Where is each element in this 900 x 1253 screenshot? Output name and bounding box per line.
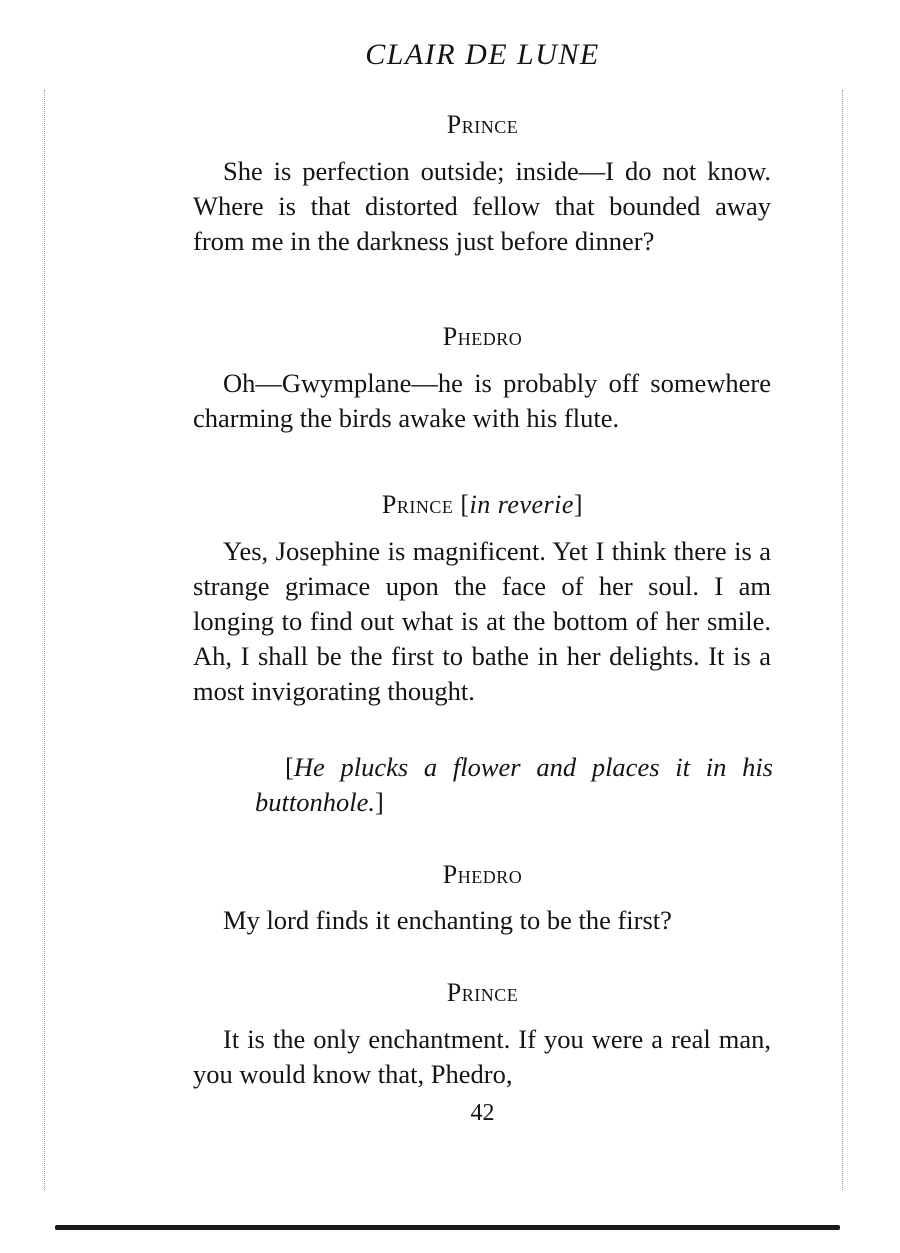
speaker-name: Prince <box>446 110 519 139</box>
direction-open-bracket: [ <box>460 490 470 519</box>
direction-close-bracket: ] <box>573 490 584 519</box>
speech-text: It is the only enchantment. If you were a real man, you would know that, Phedro, <box>193 1024 771 1089</box>
speech-text: My lord finds it enchanting to be the first? <box>223 905 672 935</box>
speech-text: She is perfection outside; inside—I do not know. Where is that distorted fellow that bounded away from me in the darkness just before dinner? <box>193 156 771 256</box>
speaker-name: Phedro <box>442 322 523 351</box>
speech-text: Oh—Gwymplane—he is probably off somewhere charming the birds awake with his flute. <box>193 368 771 433</box>
speaker-direction: in reverie <box>469 490 574 519</box>
speaker-name: Prince <box>381 490 454 519</box>
scan-bottom-rule <box>55 1225 840 1230</box>
running-head: CLAIR DE LUNE <box>365 38 600 71</box>
page-number: 42 <box>470 1100 495 1126</box>
scan-edge-right <box>842 90 843 1190</box>
stage-close-bracket: ] <box>374 787 384 817</box>
speaker-name: Phedro <box>442 860 523 889</box>
speech-text: Yes, Josephine is magnificent. Yet I think there is a strange grimace upon the face of her soul. I am longing to find out what is at the bottom of her smile. Ah, I shall be the first to bathe in her delights. It is a most invigorating thought. <box>193 536 771 706</box>
stage-direction <box>255 750 773 820</box>
speaker-heading <box>190 490 775 520</box>
scan-edge-left <box>44 90 45 1190</box>
stage-open-bracket: [ <box>285 752 294 782</box>
speaker-name: Prince <box>446 978 519 1007</box>
stage-direction-text: He plucks a flower and places it in his buttonhole. <box>255 752 773 817</box>
